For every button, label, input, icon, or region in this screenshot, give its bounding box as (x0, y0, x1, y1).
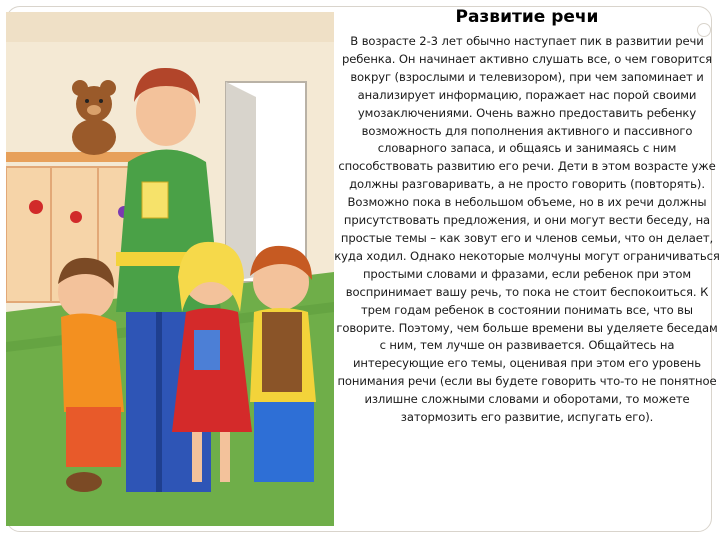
page-title: Развитие речи (455, 7, 599, 27)
kindergarten-illustration (6, 12, 334, 526)
boy-right-figure (250, 246, 316, 482)
body-paragraph: В возрасте 2-3 лет обычно наступает пик в развитии речи ребенка. Он начинает активно слушать все, о чем говорится вокруг (взрослыми и телевизором), при чем запоминает и анализирует информацию, поражает нас порой своими умозаключениями. Очень важно предоставить ребенку возможность для пополнения активного и пассивного словарного запаса, и общаясь и занимаясь с ним способствовать развитию его речи. Дети в этом возрасте уже должны разговаривать, а не просто говорить (повторять). Возможно пока в небольшом объеме, но в их речи должны присутствовать предложения, и они могут вести беседу, на простые темы – как зовут его и членов семьи, что он делает, куда ходил. Однако некоторые молчуны могут ограничиваться простыми словами и фразами, если ребенок при этом воспринимает вашу речь, то пока не стоит беспокоиться. К трем годам ребенок в состоянии понимать все, что вы говорите. Поэтому, чем больше времени вы уделяете беседам с ним, тем лучше он развивается. Общайтесь на интересующие его темы, оценивая при этом его уровень понимания речи (если вы будете говорить что-то не понятное излишне сложными словами и оборотами, то можете затормозить его развитие, испугать его). (334, 34, 720, 425)
text-block (334, 0, 720, 530)
